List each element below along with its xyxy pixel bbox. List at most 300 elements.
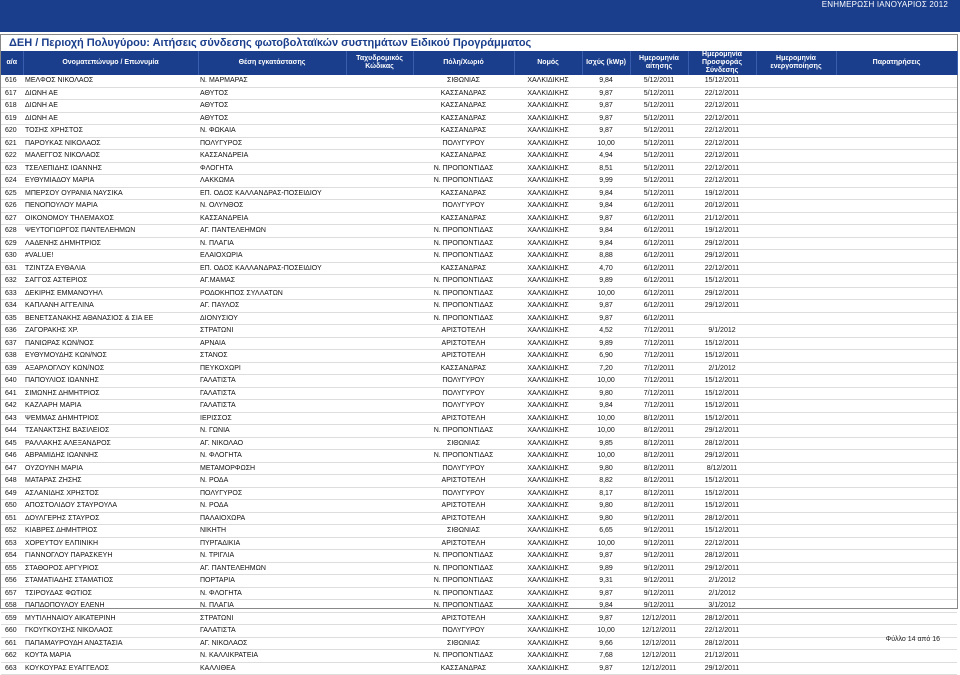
town-cell: ΑΡΙΣΤΟΤΕΛΗ <box>413 500 514 513</box>
prefecture-cell: ΧΑΛΚΙΔΙΚΗΣ <box>514 525 582 538</box>
town-cell: ΑΡΙΣΤΟΤΕΛΗ <box>413 350 514 363</box>
remarks-cell <box>836 200 957 213</box>
row-number-cell: 655 <box>1 562 23 575</box>
postal-code-cell <box>346 625 413 638</box>
postal-code-cell <box>346 325 413 338</box>
table-row <box>1 75 957 87</box>
prefecture-cell: ΧΑΛΚΙΔΙΚΗΣ <box>514 175 582 188</box>
row-number-cell: 651 <box>1 512 23 525</box>
offer-date-cell: 8/12/2011 <box>688 462 756 475</box>
installation-site-cell: ΓΑΛΑΤΙΣΤΑ <box>198 625 346 638</box>
town-cell: ΚΑΣΣΑΝΔΡΑΣ <box>413 112 514 125</box>
prefecture-cell: ΧΑΛΚΙΔΙΚΗΣ <box>514 362 582 375</box>
power-kwp-cell: 6,90 <box>582 350 630 363</box>
remarks-cell <box>836 500 957 513</box>
table-row <box>1 612 957 625</box>
town-cell: Ν. ΠΡΟΠΟΝΤΙΔΑΣ <box>413 300 514 313</box>
installation-site-cell: Ν. ΠΛΑΓΙΑ <box>198 600 346 613</box>
applicant-name-cell: ΛΑΔΕΝΗΣ ΔΗΜΗΤΡΙΟΣ <box>23 237 198 250</box>
application-date-cell: 9/12/2011 <box>630 562 688 575</box>
town-cell: ΚΑΣΣΑΝΔΡΑΣ <box>413 262 514 275</box>
power-kwp-cell: 10,00 <box>582 537 630 550</box>
remarks-cell <box>836 112 957 125</box>
row-number-cell: 640 <box>1 375 23 388</box>
installation-site-cell: ΕΛΑΙΟΧΩΡΙΑ <box>198 250 346 263</box>
power-kwp-cell: 9,89 <box>582 275 630 288</box>
activation-date-cell <box>756 75 836 87</box>
applicant-name-cell: ΤΣΑΝΑΚΤΣΗΣ ΒΑΣΙΛΕΙΟΣ <box>23 425 198 438</box>
applicant-name-cell: ΣΙΜΩΝΗΣ ΔΗΜΗΤΡΙΟΣ <box>23 387 198 400</box>
update-label: ΕΝΗΜΕΡΩΣΗ ΙΑΝΟΥΑΡΙΟΣ 2012 <box>821 0 948 9</box>
postal-code-cell <box>346 637 413 650</box>
remarks-cell <box>836 662 957 675</box>
offer-date-cell: 2/1/2012 <box>688 575 756 588</box>
prefecture-cell: ΧΑΛΚΙΔΙΚΗΣ <box>514 262 582 275</box>
power-kwp-cell: 7,20 <box>582 362 630 375</box>
remarks-cell <box>836 250 957 263</box>
prefecture-cell: ΧΑΛΚΙΔΙΚΗΣ <box>514 425 582 438</box>
header-activation-date: Ημερομηνία ενεργοποίησης <box>756 51 836 75</box>
prefecture-cell: ΧΑΛΚΙΔΙΚΗΣ <box>514 500 582 513</box>
table-row <box>1 112 957 125</box>
installation-site-cell: ΓΑΛΑΤΙΣΤΑ <box>198 387 346 400</box>
table-row <box>1 162 957 175</box>
postal-code-cell <box>346 362 413 375</box>
town-cell: Ν. ΠΡΟΠΟΝΤΙΔΑΣ <box>413 225 514 238</box>
table-row <box>1 512 957 525</box>
town-cell: ΑΡΙΣΤΟΤΕΛΗ <box>413 537 514 550</box>
offer-date-cell: 19/12/2011 <box>688 225 756 238</box>
applicant-name-cell: ΨΕΜΜΑΣ ΔΗΜΗΤΡΙΟΣ <box>23 412 198 425</box>
activation-date-cell <box>756 200 836 213</box>
remarks-cell <box>836 462 957 475</box>
applicant-name-cell: ΚΙΑΒΡΕΣ ΔΗΜΗΤΡΙΟΣ <box>23 525 198 538</box>
activation-date-cell <box>756 550 836 563</box>
prefecture-cell: ΧΑΛΚΙΔΙΚΗΣ <box>514 537 582 550</box>
power-kwp-cell: 9,80 <box>582 387 630 400</box>
installation-site-cell: Ν. ΚΑΛΛΙΚΡΑΤΕΙΑ <box>198 650 346 663</box>
applicant-name-cell: ΚΑΖΛΑΡΗ ΜΑΡΙΑ <box>23 400 198 413</box>
row-number-cell: 625 <box>1 187 23 200</box>
table-row <box>1 237 957 250</box>
activation-date-cell <box>756 87 836 100</box>
applicant-name-cell: ΖΑΓΟΡΑΚΗΣ ΧΡ. <box>23 325 198 338</box>
prefecture-cell: ΧΑΛΚΙΔΙΚΗΣ <box>514 637 582 650</box>
row-number-cell: 650 <box>1 500 23 513</box>
town-cell: Ν. ΠΡΟΠΟΝΤΙΔΑΣ <box>413 550 514 563</box>
remarks-cell <box>836 475 957 488</box>
application-date-cell: 5/12/2011 <box>630 137 688 150</box>
power-kwp-cell: 10,00 <box>582 412 630 425</box>
activation-date-cell <box>756 162 836 175</box>
applicant-name-cell: ΧΟΡΕΥΤΟΥ ΕΛΠΙΝΙΚΗ <box>23 537 198 550</box>
activation-date-cell <box>756 650 836 663</box>
table-row <box>1 637 957 650</box>
installation-site-cell: ΚΑΛΛΙΘΕΑ <box>198 662 346 675</box>
prefecture-cell: ΧΑΛΚΙΔΙΚΗΣ <box>514 612 582 625</box>
postal-code-cell <box>346 162 413 175</box>
offer-date-cell: 29/12/2011 <box>688 250 756 263</box>
power-kwp-cell: 9,87 <box>582 300 630 313</box>
remarks-cell <box>836 300 957 313</box>
prefecture-cell: ΧΑΛΚΙΔΙΚΗΣ <box>514 75 582 87</box>
applicant-name-cell: ΠΑΠΑΜΑΥΡΟΥΔΗ ΑΝΑΣΤΑΣΙΑ <box>23 637 198 650</box>
row-number-cell: 642 <box>1 400 23 413</box>
application-date-cell: 6/12/2011 <box>630 200 688 213</box>
row-number-cell: 634 <box>1 300 23 313</box>
prefecture-cell: ΧΑΛΚΙΔΙΚΗΣ <box>514 287 582 300</box>
prefecture-cell: ΧΑΛΚΙΔΙΚΗΣ <box>514 650 582 663</box>
postal-code-cell <box>346 437 413 450</box>
town-cell: ΣΙΘΩΝΙΑΣ <box>413 525 514 538</box>
installation-site-cell: ΑΓ. ΝΙΚΟΛΑΟ <box>198 437 346 450</box>
offer-date-cell: 21/12/2011 <box>688 212 756 225</box>
activation-date-cell <box>756 262 836 275</box>
power-kwp-cell: 4,70 <box>582 262 630 275</box>
applicant-name-cell: ΨΕΥΤΟΓΙΩΡΓΟΣ ΠΑΝΤΕΛΕΗΜΩΝ <box>23 225 198 238</box>
application-date-cell: 5/12/2011 <box>630 75 688 87</box>
table-row <box>1 450 957 463</box>
header-postcode: Ταχυδρομικός Κώδικας <box>346 51 413 75</box>
prefecture-cell: ΧΑΛΚΙΔΙΚΗΣ <box>514 187 582 200</box>
table-row <box>1 387 957 400</box>
postal-code-cell <box>346 350 413 363</box>
application-date-cell: 8/12/2011 <box>630 412 688 425</box>
applicant-name-cell: ΜΑΛΕΓΓΟΣ ΝΙΚΟΛΑΟΣ <box>23 150 198 163</box>
offer-date-cell: 29/12/2011 <box>688 425 756 438</box>
installation-site-cell: ΑΓ. ΝΙΚΟΛΑΟΣ <box>198 637 346 650</box>
applicant-name-cell: ΠΑΠΟΥΛΙΟΣ ΙΩΑΝΝΗΣ <box>23 375 198 388</box>
table-row <box>1 650 957 663</box>
postal-code-cell <box>346 337 413 350</box>
postal-code-cell <box>346 537 413 550</box>
remarks-cell <box>836 587 957 600</box>
applicant-name-cell: ΣΤΑΘΟΡΟΣ ΑΡΓΥΡΙΟΣ <box>23 562 198 575</box>
activation-date-cell <box>756 400 836 413</box>
town-cell: ΠΟΛΥΓΥΡΟΥ <box>413 200 514 213</box>
table-row <box>1 187 957 200</box>
town-cell: ΣΙΘΩΝΙΑΣ <box>413 75 514 87</box>
postal-code-cell <box>346 212 413 225</box>
activation-date-cell <box>756 212 836 225</box>
town-cell: Ν. ΠΡΟΠΟΝΤΙΔΑΣ <box>413 587 514 600</box>
application-date-cell: 6/12/2011 <box>630 312 688 325</box>
remarks-cell <box>836 150 957 163</box>
installation-site-cell: Ν. ΡΟΔΑ <box>198 475 346 488</box>
application-date-cell: 6/12/2011 <box>630 212 688 225</box>
table-row <box>1 262 957 275</box>
application-date-cell: 5/12/2011 <box>630 175 688 188</box>
town-cell: ΠΟΛΥΓΥΡΟΥ <box>413 462 514 475</box>
power-kwp-cell: 4,94 <box>582 150 630 163</box>
offer-date-cell: 22/12/2011 <box>688 137 756 150</box>
header-remarks: Παρατηρήσεις <box>836 51 957 75</box>
applicant-name-cell: ΑΠΟΣΤΟΛΙΔΟΥ ΣΤΑΥΡΟΥΛΑ <box>23 500 198 513</box>
table-row <box>1 412 957 425</box>
prefecture-cell: ΧΑΛΚΙΔΙΚΗΣ <box>514 600 582 613</box>
activation-date-cell <box>756 300 836 313</box>
activation-date-cell <box>756 500 836 513</box>
application-date-cell: 6/12/2011 <box>630 237 688 250</box>
table-row <box>1 662 957 675</box>
activation-date-cell <box>756 312 836 325</box>
activation-date-cell <box>756 662 836 675</box>
offer-date-cell: 22/12/2011 <box>688 625 756 638</box>
application-date-cell: 12/12/2011 <box>630 625 688 638</box>
prefecture-cell: ΧΑΛΚΙΔΙΚΗΣ <box>514 562 582 575</box>
row-number-cell: 661 <box>1 637 23 650</box>
postal-code-cell <box>346 600 413 613</box>
prefecture-cell: ΧΑΛΚΙΔΙΚΗΣ <box>514 400 582 413</box>
town-cell: ΠΟΛΥΓΥΡΟΥ <box>413 137 514 150</box>
table-row <box>1 562 957 575</box>
town-cell: ΑΡΙΣΤΟΤΕΛΗ <box>413 512 514 525</box>
power-kwp-cell: 9,84 <box>582 600 630 613</box>
town-cell: Ν. ΠΡΟΠΟΝΤΙΔΑΣ <box>413 562 514 575</box>
town-cell: Ν. ΠΡΟΠΟΝΤΙΔΑΣ <box>413 575 514 588</box>
remarks-cell <box>836 375 957 388</box>
town-cell: Ν. ΠΡΟΠΟΝΤΙΔΑΣ <box>413 287 514 300</box>
row-number-cell: 636 <box>1 325 23 338</box>
activation-date-cell <box>756 600 836 613</box>
offer-date-cell: 22/12/2011 <box>688 262 756 275</box>
row-number-cell: 629 <box>1 237 23 250</box>
applicant-name-cell: ΠΑΡΟΥΚΑΣ ΝΙΚΟΛΑΟΣ <box>23 137 198 150</box>
postal-code-cell <box>346 500 413 513</box>
remarks-cell <box>836 387 957 400</box>
row-number-cell: 631 <box>1 262 23 275</box>
installation-site-cell: Ν. ΟΛΥΝΘΟΣ <box>198 200 346 213</box>
remarks-cell <box>836 600 957 613</box>
applicant-name-cell: ΠΕΝΟΠΟΥΛΟΥ ΜΑΡΙΑ <box>23 200 198 213</box>
power-kwp-cell: 9,87 <box>582 587 630 600</box>
power-kwp-cell: 10,00 <box>582 287 630 300</box>
power-kwp-cell: 9,87 <box>582 87 630 100</box>
installation-site-cell: Ν. ΓΩΝΙΑ <box>198 425 346 438</box>
power-kwp-cell: 9,87 <box>582 312 630 325</box>
offer-date-cell: 15/12/2011 <box>688 487 756 500</box>
installation-site-cell: ΠΑΛΑΙΟΧΩΡΑ <box>198 512 346 525</box>
application-date-cell: 9/12/2011 <box>630 587 688 600</box>
applicant-name-cell: ΜΠΕΡΣΟΥ ΟΥΡΑΝΙΑ ΝΑΥΣΙΚΑ <box>23 187 198 200</box>
prefecture-cell: ΧΑΛΚΙΔΙΚΗΣ <box>514 550 582 563</box>
activation-date-cell <box>756 425 836 438</box>
postal-code-cell <box>346 300 413 313</box>
prefecture-cell: ΧΑΛΚΙΔΙΚΗΣ <box>514 150 582 163</box>
table-row <box>1 150 957 163</box>
table-row <box>1 312 957 325</box>
row-number-cell: 638 <box>1 350 23 363</box>
row-number-cell: 621 <box>1 137 23 150</box>
remarks-cell <box>836 362 957 375</box>
offer-date-cell: 29/12/2011 <box>688 287 756 300</box>
power-kwp-cell: 9,87 <box>582 662 630 675</box>
activation-date-cell <box>756 100 836 113</box>
row-number-cell: 620 <box>1 125 23 138</box>
installation-site-cell: ΚΑΣΣΑΝΔΡΕΙΑ <box>198 150 346 163</box>
offer-date-cell: 2/1/2012 <box>688 362 756 375</box>
offer-date-cell: 19/12/2011 <box>688 187 756 200</box>
offer-date-cell: 29/12/2011 <box>688 300 756 313</box>
row-number-cell: 630 <box>1 250 23 263</box>
activation-date-cell <box>756 437 836 450</box>
application-date-cell: 12/12/2011 <box>630 612 688 625</box>
installation-site-cell: Ν. ΤΡΙΓΛΙΑ <box>198 550 346 563</box>
power-kwp-cell: 9,66 <box>582 637 630 650</box>
installation-site-cell: Ν. ΦΛΟΓΗΤΑ <box>198 450 346 463</box>
town-cell: ΚΑΣΣΑΝΔΡΑΣ <box>413 150 514 163</box>
town-cell: Ν. ΠΡΟΠΟΝΤΙΔΑΣ <box>413 275 514 288</box>
applicant-name-cell: ΑΞΑΡΛΟΓΛΟΥ ΚΩΝ/ΝΟΣ <box>23 362 198 375</box>
offer-date-cell: 29/12/2011 <box>688 562 756 575</box>
power-kwp-cell: 9,80 <box>582 512 630 525</box>
offer-date-cell: 22/12/2011 <box>688 87 756 100</box>
postal-code-cell <box>346 375 413 388</box>
prefecture-cell: ΧΑΛΚΙΔΙΚΗΣ <box>514 662 582 675</box>
table-row <box>1 575 957 588</box>
offer-date-cell: 15/12/2011 <box>688 350 756 363</box>
table-row <box>1 125 957 138</box>
power-kwp-cell: 9,84 <box>582 187 630 200</box>
prefecture-cell: ΧΑΛΚΙΔΙΚΗΣ <box>514 512 582 525</box>
applicant-name-cell: #VALUE! <box>23 250 198 263</box>
prefecture-cell: ΧΑΛΚΙΔΙΚΗΣ <box>514 375 582 388</box>
installation-site-cell: ΑΓ. ΠΑΝΤΕΛΕΗΜΩΝ <box>198 562 346 575</box>
offer-date-cell: 28/12/2011 <box>688 550 756 563</box>
remarks-cell <box>836 162 957 175</box>
installation-site-cell: ΑΡΝΑΙΑ <box>198 337 346 350</box>
power-kwp-cell: 9,87 <box>582 125 630 138</box>
row-number-cell: 654 <box>1 550 23 563</box>
installation-site-cell: Ν. ΠΛΑΓΙΑ <box>198 237 346 250</box>
activation-date-cell <box>756 612 836 625</box>
row-number-cell: 617 <box>1 87 23 100</box>
application-date-cell: 5/12/2011 <box>630 162 688 175</box>
header-name: Ονοματεπώνυμο / Επωνυμία <box>23 51 198 75</box>
row-number-cell: 662 <box>1 650 23 663</box>
page-footer: Φύλλο 14 από 16 <box>885 636 940 643</box>
prefecture-cell: ΧΑΛΚΙΔΙΚΗΣ <box>514 275 582 288</box>
power-kwp-cell: 9,87 <box>582 612 630 625</box>
power-kwp-cell: 9,89 <box>582 337 630 350</box>
applicant-name-cell: ΟΙΚΟΝΟΜΟΥ ΤΗΛΕΜΑΧΟΣ <box>23 212 198 225</box>
prefecture-cell: ΧΑΛΚΙΔΙΚΗΣ <box>514 87 582 100</box>
activation-date-cell <box>756 625 836 638</box>
header-prefecture: Νομός <box>514 51 582 75</box>
town-cell: Ν. ΠΡΟΠΟΝΤΙΔΑΣ <box>413 650 514 663</box>
prefecture-cell: ΧΑΛΚΙΔΙΚΗΣ <box>514 225 582 238</box>
remarks-cell <box>836 437 957 450</box>
town-cell: ΚΑΣΣΑΝΔΡΑΣ <box>413 187 514 200</box>
activation-date-cell <box>756 187 836 200</box>
offer-date-cell: 9/1/2012 <box>688 325 756 338</box>
town-cell: Ν. ΠΡΟΠΟΝΤΙΔΑΣ <box>413 162 514 175</box>
applicant-name-cell: ΟΥΖΟΥΝΗ ΜΑΡΙΑ <box>23 462 198 475</box>
application-date-cell: 5/12/2011 <box>630 100 688 113</box>
postal-code-cell <box>346 187 413 200</box>
remarks-cell <box>836 87 957 100</box>
prefecture-cell: ΧΑΛΚΙΔΙΚΗΣ <box>514 300 582 313</box>
row-number-cell: 627 <box>1 212 23 225</box>
power-kwp-cell: 8,51 <box>582 162 630 175</box>
town-cell: Ν. ΠΡΟΠΟΝΤΙΔΑΣ <box>413 175 514 188</box>
offer-date-cell: 22/12/2011 <box>688 537 756 550</box>
power-kwp-cell: 7,68 <box>582 650 630 663</box>
town-cell: ΑΡΙΣΤΟΤΕΛΗ <box>413 475 514 488</box>
table-row <box>1 425 957 438</box>
postal-code-cell <box>346 475 413 488</box>
installation-site-cell: ΠΥΡΓΑΔΙΚΙΑ <box>198 537 346 550</box>
remarks-cell <box>836 100 957 113</box>
town-cell: ΚΑΣΣΑΝΔΡΑΣ <box>413 100 514 113</box>
power-kwp-cell: 9,87 <box>582 100 630 113</box>
power-kwp-cell: 9,99 <box>582 175 630 188</box>
offer-date-cell: 28/12/2011 <box>688 437 756 450</box>
row-number-cell: 656 <box>1 575 23 588</box>
offer-date-cell: 15/12/2011 <box>688 400 756 413</box>
table-row <box>1 325 957 338</box>
installation-site-cell: ΠΟΡΤΑΡΙΑ <box>198 575 346 588</box>
table-row <box>1 500 957 513</box>
activation-date-cell <box>756 450 836 463</box>
application-date-cell: 8/12/2011 <box>630 450 688 463</box>
offer-date-cell: 15/12/2011 <box>688 75 756 87</box>
applicant-name-cell: ΜΕΛΦΟΣ ΝΙΚΟΛΑΟΣ <box>23 75 198 87</box>
application-date-cell: 6/12/2011 <box>630 275 688 288</box>
offer-date-cell: 22/12/2011 <box>688 100 756 113</box>
postal-code-cell <box>346 575 413 588</box>
applicant-name-cell: ΜΑΤΑΡΑΣ ΖΗΣΗΣ <box>23 475 198 488</box>
power-kwp-cell: 9,87 <box>582 550 630 563</box>
activation-date-cell <box>756 562 836 575</box>
town-cell: ΑΡΙΣΤΟΤΕΛΗ <box>413 412 514 425</box>
remarks-cell <box>836 187 957 200</box>
table-row <box>1 525 957 538</box>
installation-site-cell: ΜΕΤΑΜΟΡΦΩΣΗ <box>198 462 346 475</box>
row-number-cell: 652 <box>1 525 23 538</box>
town-cell: ΚΑΣΣΑΝΔΡΑΣ <box>413 87 514 100</box>
offer-date-cell: 15/12/2011 <box>688 412 756 425</box>
application-date-cell: 6/12/2011 <box>630 300 688 313</box>
application-date-cell: 9/12/2011 <box>630 550 688 563</box>
offer-date-cell: 29/12/2011 <box>688 450 756 463</box>
remarks-cell <box>836 75 957 87</box>
application-date-cell: 7/12/2011 <box>630 337 688 350</box>
power-kwp-cell: 9,84 <box>582 200 630 213</box>
town-cell: ΠΟΛΥΓΥΡΟΥ <box>413 400 514 413</box>
applicant-name-cell: ΑΒΡΑΜΙΔΗΣ ΙΩΑΝΝΗΣ <box>23 450 198 463</box>
installation-site-cell: ΑΘΥΤΟΣ <box>198 112 346 125</box>
header-town: Πόλη/Χωριό <box>413 51 514 75</box>
applicant-name-cell: ΓΚΟΥΓΚΟΥΣΗΣ ΝΙΚΟΛΑΟΣ <box>23 625 198 638</box>
installation-site-cell: ΣΤΑΝΟΣ <box>198 350 346 363</box>
row-number-cell: 616 <box>1 75 23 87</box>
remarks-cell <box>836 125 957 138</box>
table-row <box>1 625 957 638</box>
row-number-cell: 653 <box>1 537 23 550</box>
offer-date-cell: 28/12/2011 <box>688 612 756 625</box>
town-cell: ΑΡΙΣΤΟΤΕΛΗ <box>413 325 514 338</box>
postal-code-cell <box>346 100 413 113</box>
offer-date-cell: 22/12/2011 <box>688 175 756 188</box>
table-row <box>1 175 957 188</box>
activation-date-cell <box>756 337 836 350</box>
offer-date-cell: 15/12/2011 <box>688 475 756 488</box>
row-number-cell: 623 <box>1 162 23 175</box>
power-kwp-cell: 9,89 <box>582 562 630 575</box>
header-application-date: Ημερομηνία αίτησης <box>630 51 688 75</box>
postal-code-cell <box>346 275 413 288</box>
